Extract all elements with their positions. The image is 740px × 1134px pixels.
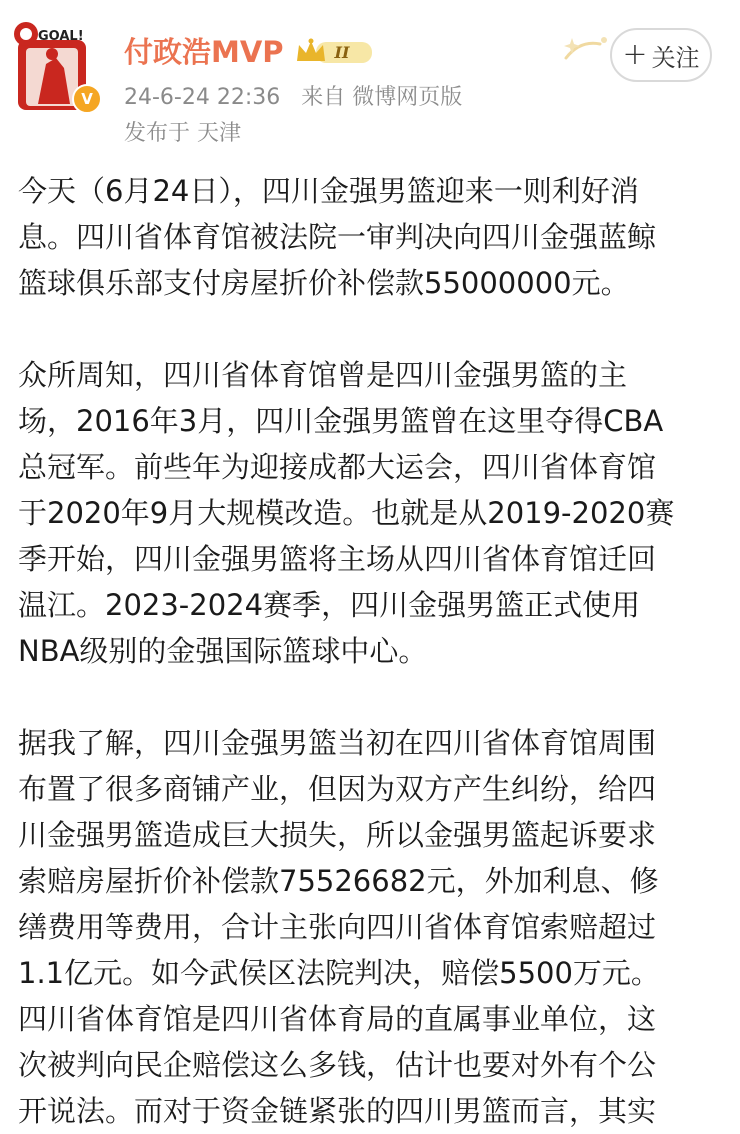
- follow-button[interactable]: [610, 28, 712, 82]
- verified-v-icon: V: [72, 84, 102, 114]
- text-line: 温江。2023-2024赛季，四川金强男篮正式使用: [18, 588, 641, 622]
- text-line: 于2020年9月大规模改造。也就是从2019-2020赛: [18, 496, 675, 530]
- post-meta: [124, 82, 462, 114]
- post-location: 发布于 天津: [124, 121, 241, 146]
- text-line: 据我了解，四川金强男篮当初在四川省体育馆周围: [18, 726, 657, 760]
- text-line: 今天（6月24日），四川金强男篮迎来一则利好消: [18, 174, 639, 208]
- text-line: 场，2016年3月，四川金强男篮曾在这里夺得CBA: [18, 404, 664, 438]
- text-line: 川金强男篮造成巨大损失，所以金强男篮起诉要求: [18, 818, 657, 852]
- follow-button-label: 关注: [651, 43, 700, 72]
- text-line: 篮球俱乐部支付房屋折价补偿款55000000元。: [18, 266, 630, 300]
- text-line: 息。四川省体育馆被法院一审判决向四川金强蓝鲸: [18, 220, 657, 254]
- text-line: 索赔房屋折价补偿款75526682元，外加利息、修: [18, 864, 659, 898]
- text-line: 次被判向民企赔偿这么多钱，估计也要对外有个公: [18, 1048, 657, 1082]
- plus-icon: +: [622, 37, 648, 72]
- paragraph-2: [18, 352, 724, 674]
- text-line: 布置了很多商铺产业，但因为双方产生纠纷，给四: [18, 772, 657, 806]
- text-line: 众所周知，四川省体育馆曾是四川金强男篮的主: [18, 358, 628, 392]
- member-level: II: [334, 43, 350, 62]
- post-body: [18, 168, 724, 1134]
- avatar-logo-text: GOAL!: [38, 29, 84, 44]
- text-line: 总冠军。前些年为迎接成都大运会，四川省体育馆: [18, 450, 657, 484]
- crown-member-badge-icon[interactable]: [294, 37, 376, 67]
- text-line: 四川省体育馆是四川省体育局的直属事业单位，这: [18, 1002, 657, 1036]
- paragraph-3: [18, 720, 724, 1134]
- text-line: NBA级别的金强国际篮球中心。: [18, 634, 428, 668]
- author-name[interactable]: 付政浩MVP: [124, 35, 284, 69]
- text-line: 1.1亿元。如今武侯区法院判决，赔偿5500万元。: [18, 956, 660, 990]
- post-timestamp[interactable]: 24-6-24 22:36: [124, 85, 281, 110]
- post-header: [0, 0, 740, 160]
- sparkle-decoration-icon: [562, 30, 612, 66]
- text-line: 开说法。而对于资金链紧张的四川男篮而言，其实: [18, 1094, 657, 1128]
- text-line: 季开始，四川金强男篮将主场从四川省体育馆迁回: [18, 542, 657, 576]
- post-source: 来自 微博网页版: [301, 85, 463, 110]
- text-line: 缮费用等费用，合计主张向四川省体育馆索赔超过: [18, 910, 657, 944]
- paragraph-1: [18, 168, 724, 306]
